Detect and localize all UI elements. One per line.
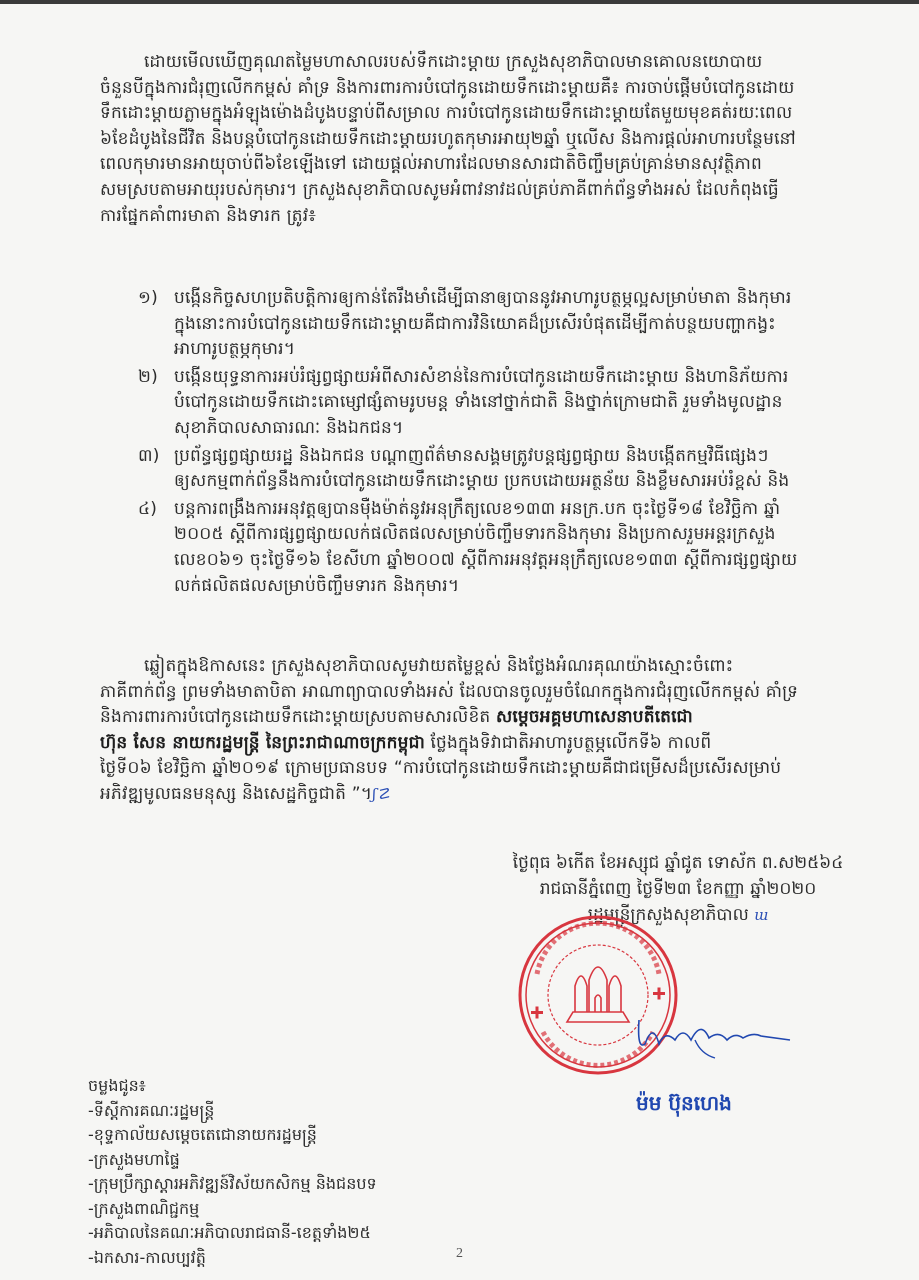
text-line: សមស្របតាមអាយុរបស់កុមារ។ ក្រសួងសុខាភិបាលសូមអំពាវនាវដល់គ្រប់ភាគីពាក់ព័ន្ធទាំងអស់ ដែលកំពុងធ្វើ [100, 179, 779, 200]
list-text: ប្រព័ន្ធផ្សព្វផ្សាយរដ្ឋ និងឯកជន បណ្ដាញព័ត៌មានសង្គមត្រូវបន្តផ្សព្វផ្សាយ និងបង្កើតកម្មវិធីផ្សេងៗ [174, 445, 769, 466]
handwritten-signature-icon [635, 1010, 795, 1060]
list-text: សុខាភិបាលសាធារណៈ និងឯកជន។ [174, 417, 404, 438]
cc-recipient: -អភិបាលនៃគណៈអភិបាលរាជធានី-ខេត្តទាំង២៥ [88, 1223, 371, 1242]
list-text: លក់ផលិតផលសម្រាប់ចិញ្ចឹមទារក និងកុមារ។ [174, 575, 460, 596]
list-text: ២០០៥ ស្ដីពីការផ្សព្វផ្សាយលក់ផលិតផលសម្រាប់ចិញ្ចឹមទារកនិងកុមារ និងប្រកាសរួមអន្តរក្រសួង [174, 524, 776, 545]
handwritten-initials: ɯ [754, 906, 769, 924]
list-item-2 [138, 365, 883, 442]
list-text: បំបៅកូនដោយទឹកដោះគោម្សៅផ្សំតាមរូបមន្ត ទាំងនៅថ្នាក់ជាតិ និងថ្នាក់ក្រោមជាតិ រួមទាំងមូលដ្ឋាន [174, 392, 783, 413]
signatory-title: រដ្ឋមន្ត្រីក្រសួងសុខាភិបាល [587, 905, 749, 925]
cc-recipient: -ក្រសួងពាណិជ្ជកម្ម [88, 1198, 200, 1218]
text-line: ចំនួនបីក្នុងការជំរុញលើកកម្ពស់ គាំទ្រ និងការពារការបំបៅកូនដោយទឹកដោះម្ដាយគឺ៖ ការចាប់ផ្ដើមបំបៅកូនដោយ [100, 77, 795, 98]
signatory-name: ម៉ម ប៊ុនហេង [636, 1091, 732, 1115]
page-number: 2 [456, 1246, 463, 1261]
text-line: អភិវឌ្ឍមូលធនមនុស្ស និងសេដ្ឋកិច្ចជាតិ ”។ [100, 783, 373, 804]
text-line: ឆ្លៀតក្នុងឱកាសនេះ ក្រសួងសុខាភិបាលសូមវាយតម្លៃខ្ពស់ និងថ្លែងអំណរគុណយ៉ាងស្មោះចំពោះ [144, 656, 734, 676]
text-line: ថ្ងៃទី០៦ ខែវិច្ឆិកា ឆ្នាំ២០១៩ ក្រោមប្រធានបទ “ការបំបៅកូនដោយទឹកដោះម្ដាយគឺជាជម្រើសដ៏ប្រសើរសម្រាប់ [100, 758, 782, 779]
text-line: ដោយមើលឃើញគុណតម្លៃមហាសាលរបស់ទឹកដោះម្ដាយ ក្រសួងសុខាភិបាលមានគោលនយោបាយ [144, 52, 763, 72]
cc-recipient: -ឯកសារ-កាលប្បវត្តិ [88, 1247, 206, 1267]
list-number: ២) [138, 366, 158, 387]
list-text: ឲ្យសកម្មពាក់ព័ន្ធនឹងការបំបៅកូនដោយទឹកដោះម្ដាយ ប្រកបដោយអត្ថន័យ និងខ្លឹមសារអប់រំខ្ពស់ និង [174, 471, 790, 492]
lunar-date: ថ្ងៃពុធ ៦កើត ខែអស្សុជ ឆ្នាំជូត ទោស័ក ព.ស២៥៦៤ [512, 853, 844, 873]
cc-recipient: -ក្រុមប្រឹក្សាស្ដារអភិវឌ្ឍន៍វិស័យកសិកម្ម និងជនបទ [88, 1174, 377, 1193]
text-line: ភាគីពាក់ព័ន្ធ ព្រមទាំងមាតាបិតា អាណាព្យាបាលទាំងអស់ ដែលបានចូលរួមចំណែកក្នុងការជំរុញលើកកម្ពស់ គាំទ្រ [100, 681, 799, 702]
list-text: ក្នុងនោះការបំបៅកូនដោយទឹកដោះម្ដាយគឺជាការវិនិយោគដ៏ប្រសើរបំផុតដើម្បីកាត់បន្ថយបញ្ហាកង្វះ [174, 313, 776, 334]
cc-list [88, 1074, 377, 1270]
cc-recipient: -ក្រសួងមហាផ្ទៃ [88, 1149, 180, 1169]
text-line: ទឹកដោះម្ដាយភ្លាមក្នុងអំឡុងម៉ោងដំបូងបន្ទាប់ពីសម្រាល ការបំបៅកូនដោយទឹកដោះម្ដាយតែមួយមុខគត់រយៈពេល [100, 103, 793, 124]
list-text: អាហារូបត្ថម្ភកុមារ។ [174, 339, 296, 360]
list-text: លេខ០៦១ ចុះថ្ងៃទី១៦ ខែសីហា ឆ្នាំ២០០៧ ស្ដីពីការអនុវត្តអនុក្រឹត្យលេខ១៣៣ ស្ដីពីការផ្សព្វផ្សាយ [174, 549, 798, 570]
list-item-1 [138, 286, 883, 363]
text-line: ថ្លែងក្នុងទិវាជាតិអាហារូបត្ថម្ភលើកទី៦ កាលពី [424, 732, 712, 753]
recommendation-list [138, 286, 883, 601]
paragraph-thanks [100, 654, 880, 808]
text-line: ពេលកុមារមានអាយុចាប់ពី៦ខែឡើងទៅ ដោយផ្ដល់អាហារដែលមានសារជាតិចិញ្ចឹមគ្រប់គ្រាន់មានសុវត្ថិភាព [100, 154, 763, 175]
text-line: ការផ្នែកគាំពារមាតា និងទារក ត្រូវ៖ [100, 205, 316, 226]
text-line: និងការពារការបំបៅកូនដោយទឹកដោះម្ដាយស្របតាមសារលិខិត [100, 707, 497, 728]
list-number: ៤) [138, 498, 158, 519]
solar-date: រាជធានីភ្នំពេញ ថ្ងៃទី២៣ ខែកញ្ញា ឆ្នាំ២០២០ [539, 879, 817, 899]
handwritten-initials: ʃ☡ [372, 784, 391, 803]
list-item-3 [138, 444, 883, 495]
list-number: ៣) [138, 445, 160, 466]
cc-heading: ចម្លងជូន៖ [88, 1076, 146, 1095]
bold-title: សម្ដេចអគ្គមហាសេនាបតីតេជោ [496, 707, 693, 728]
list-item-4 [138, 497, 883, 599]
list-text: បន្តការពង្រឹងការអនុវត្តឲ្យបានម៉ឺងម៉ាត់នូវអនុក្រឹត្យលេខ១៣៣ អនក្រ.បក ចុះថ្ងៃទី១៨ ខែវិច្ឆិកា ឆ្នាំ [174, 498, 781, 519]
paragraph-intro [100, 50, 880, 229]
list-text: បង្កើនយុទ្ធនាការអប់រំផ្សព្វផ្សាយអំពីសារសំខាន់នៃការបំបៅកូនដោយទឹកដោះម្ដាយ និងហានិភ័យការ [174, 366, 789, 387]
list-text: បង្កើនកិច្ចសហប្រតិបត្តិការឲ្យកាន់តែរឹងមាំដើម្បីធានាឲ្យបាននូវអាហារូបត្ថម្ភល្អសម្រាប់មាតា និងកុមារ [174, 288, 792, 308]
text-line: ៦ខែដំបូងនៃជីវិត និងបន្តបំបៅកូនដោយទឹកដោះម្ដាយរហូតកុមារអាយុ២ឆ្នាំ ឬលើស និងការផ្ដល់អាហារបន្ថែមនៅ [100, 128, 796, 149]
cc-recipient: -ខុទ្ទកាល័យសម្ដេចតេជោនាយករដ្ឋមន្ត្រី [88, 1125, 317, 1144]
list-number: ១) [138, 288, 158, 308]
bold-title: ហ៊ុន សែន នាយករដ្ឋមន្ត្រី នៃព្រះរាជាណាចក្រកម្ពុជា [100, 732, 425, 753]
cc-recipient: -ទីស្ដីការគណៈរដ្ឋមន្ត្រី [88, 1100, 215, 1120]
